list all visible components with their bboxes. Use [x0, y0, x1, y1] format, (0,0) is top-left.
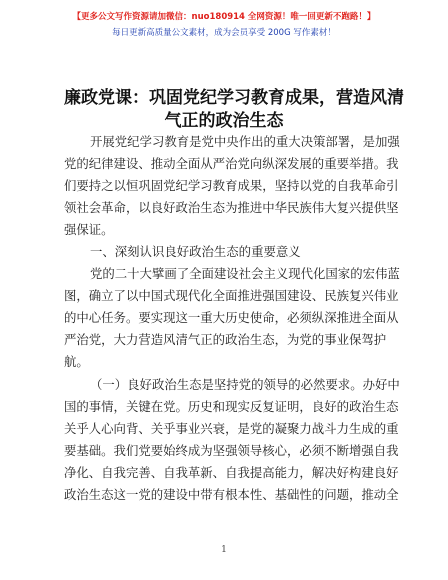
body-line: 航。 — [64, 354, 89, 369]
body-line: （一）良好政治生态是坚持党的领导的必然要求。办好中 — [90, 377, 400, 392]
body-line: 党的纪律建设、推动全面从严治党向纵深发展的重要举措。我 — [64, 156, 399, 171]
title-line-1: 廉政党课：巩固党纪学习教育成果，营造风清 — [64, 88, 404, 108]
promo-banner-line: 【更多公文写作资源请加微信：nuo180914 全网资源！唯一回更新不跑路！】 — [72, 12, 376, 22]
page-number: 1 — [221, 545, 227, 555]
body-line: 要基础。我们党要始终成为坚强领导核心，必须不断增强自我 — [64, 443, 399, 458]
body-line: 政治生态这一党的建设中带有根本性、基础性的问题，推动全 — [64, 487, 399, 502]
body-line: 净化、自我完善、自我革新、自我提高能力，解决好构建良好 — [64, 465, 399, 480]
promo-subline: 每日更新高质量公文素材，成为会员享受 200G 写作素材！ — [112, 28, 336, 38]
document-title — [64, 87, 404, 133]
section-heading: 一、深刻认识良好政治生态的重要意义 — [90, 244, 301, 259]
body-line: 的中心任务。要实现这一重大历史使命，必须纵深推进全面从 — [64, 310, 399, 325]
body-line: 开展党纪学习教育是党中央作出的重大决策部署，是加强 — [90, 134, 400, 149]
body-line: 图，确立了以中国式现代化全面推进强国建设、民族复兴伟业 — [64, 288, 399, 303]
body-line: 领社会革命，以良好政治生态为推进中华民族伟大复兴提供坚 — [64, 200, 399, 215]
body-line: 们要持之以恒巩固党纪学习教育成果，坚持以党的自我革命引 — [64, 178, 399, 193]
body-line: 国的事情，关键在党。历史和现实反复证明，良好的政治生态 — [64, 399, 399, 414]
body-line: 关乎人心向背、关乎事业兴衰，是党的凝聚力战斗力生成的重 — [64, 421, 399, 436]
body-line: 党的二十大擘画了全面建设社会主义现代化国家的宏伟蓝 — [90, 266, 400, 281]
body-line: 严治党，大力营造风清气正的政治生态，为党的事业保驾护 — [64, 332, 387, 347]
body-line: 强保证。 — [64, 222, 114, 237]
title-line-2: 气正的政治生态 — [164, 111, 284, 131]
